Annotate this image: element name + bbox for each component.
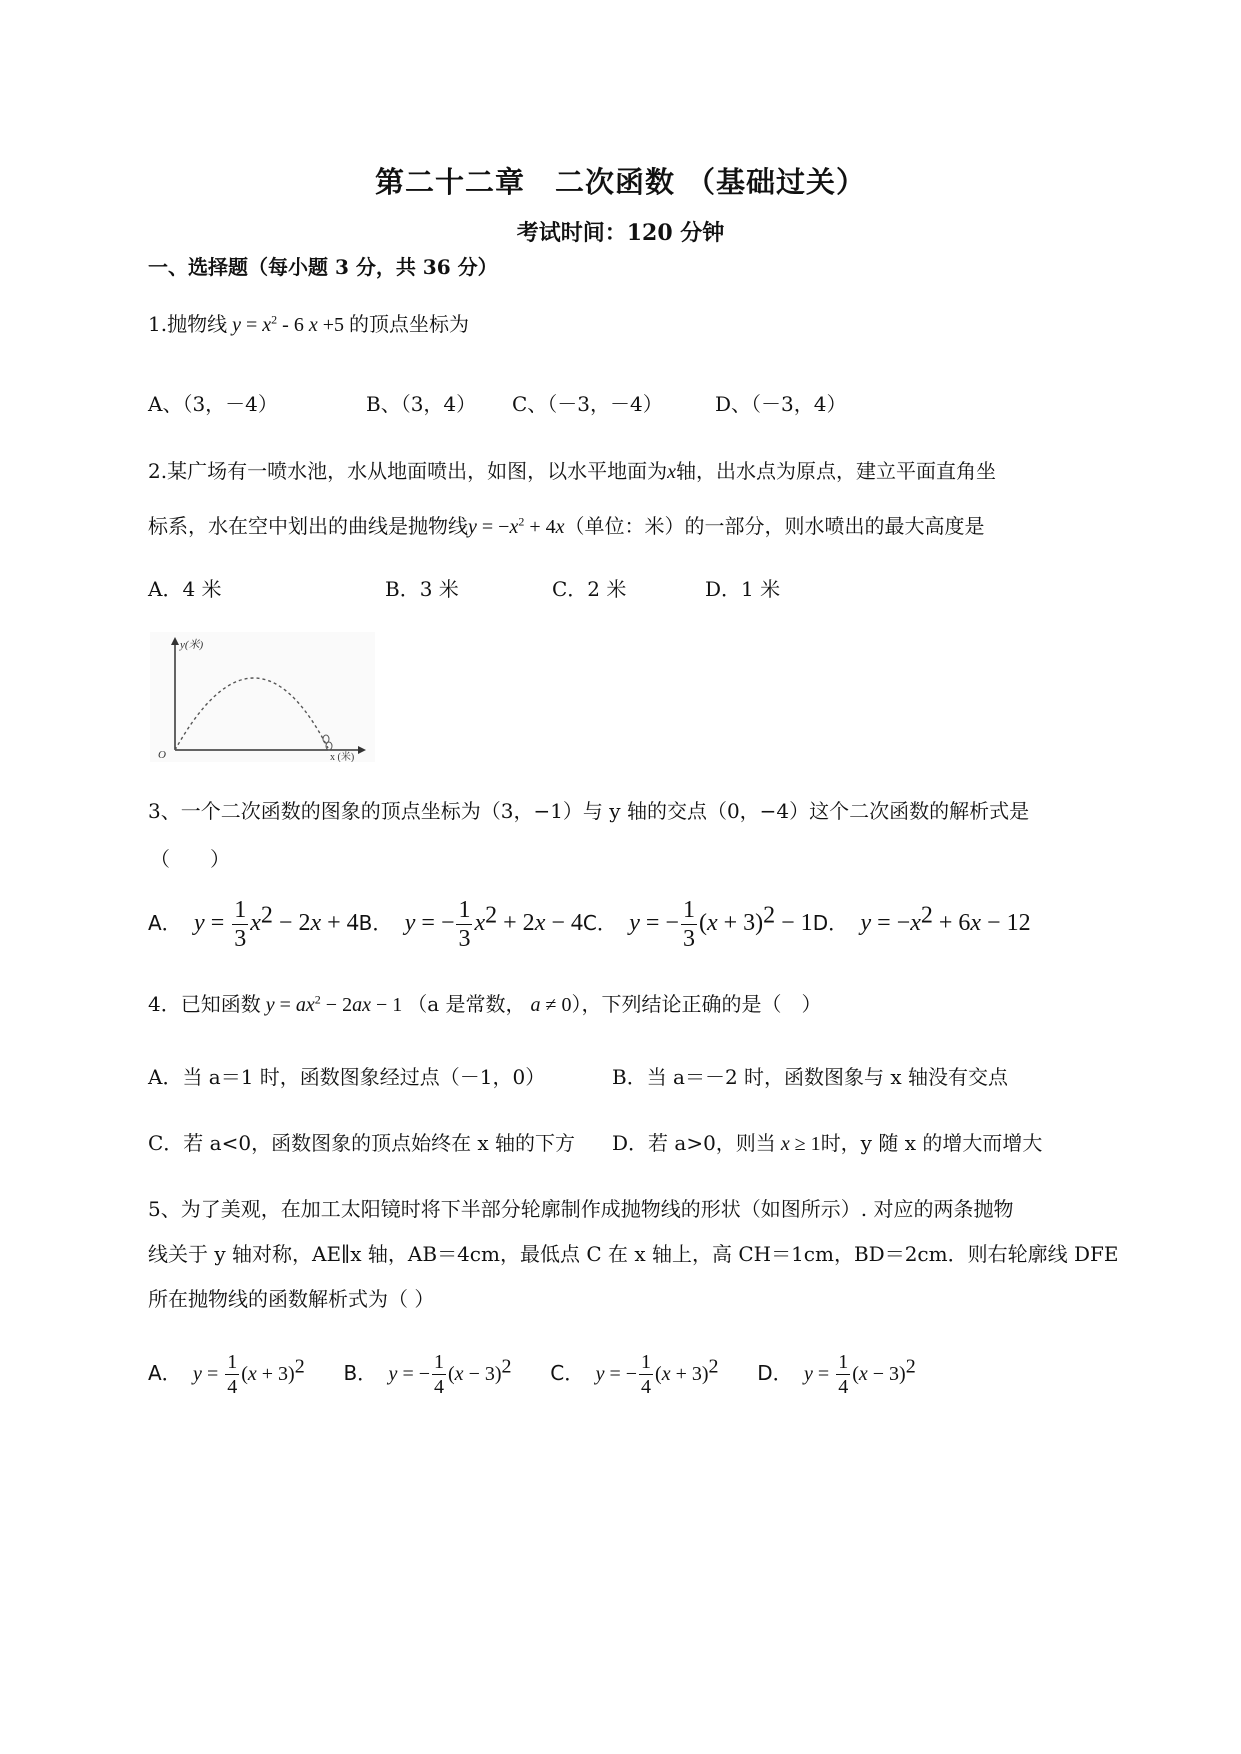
question-5-line-2: 线关于 y 轴对称，AE∥x 轴，AB＝4cm，最低点 C 在 x 轴上，高 CH＝1cm，BD＝2cm．则右轮廓线 DFE <box>148 1242 1119 1266</box>
y-axis-label: y(米) <box>180 639 204 651</box>
q2-option-a[interactable]: A．4 米 <box>148 577 222 601</box>
q5-option-b-formula: y <box>383 1363 398 1385</box>
q1-option-b[interactable]: B、（3，4） <box>366 392 477 416</box>
fountain-parabola-figure <box>150 632 375 762</box>
q3-option-c[interactable]: C． <box>582 911 617 935</box>
q2-option-c[interactable]: C．2 米 <box>552 577 627 601</box>
page-title: 第二十二章 二次函数 （基础过关） <box>374 165 867 199</box>
q3-option-b[interactable]: B． <box>358 911 393 935</box>
question-5-line-3: 所在抛物线的函数解析式为（ ） <box>148 1287 435 1311</box>
q5-option-d[interactable]: D． <box>757 1361 793 1385</box>
q3-option-a[interactable]: A． <box>148 911 182 935</box>
q2-option-d[interactable]: D．1 米 <box>705 577 781 601</box>
q1-option-a[interactable]: A、（3，－4） <box>148 392 278 416</box>
q3-option-b-formula: y <box>398 910 416 936</box>
q2-equation: y <box>468 516 477 538</box>
q5-option-c-formula: y <box>590 1363 605 1385</box>
q5-option-c[interactable]: C． <box>550 1361 585 1385</box>
q1-option-c[interactable]: C、（－3，－4） <box>512 392 663 416</box>
q3-option-a-formula: y <box>188 910 205 936</box>
x-axis-label: x (米) <box>330 752 355 762</box>
q4-option-d[interactable]: D．若 a>0，则当 x ≥ 1时，y 随 x 的增大而增大 <box>612 1131 1043 1155</box>
exam-time: 考试时间：120 分钟 <box>516 220 725 246</box>
origin-label: O <box>158 749 166 761</box>
q1-option-d[interactable]: D、（－3，4） <box>715 392 847 416</box>
question-2-line-1: 2.某广场有一喷水池，水从地面喷出，如图，以水平地面为x轴，出水点为原点，建立平面直角坐 <box>148 459 996 483</box>
q4-option-a[interactable]: A．当 a＝1 时，函数图象经过点（－1，0） <box>148 1065 546 1089</box>
question-2-line-2: 标系，水在空中划出的曲线是抛物线$y = -x^2 + 4x$（单位：米）的一部分，则水喷出的最大高度是 <box>148 514 985 538</box>
question-3-line-2: （ ） <box>150 847 230 871</box>
q5-options-row: A． y = $\frac{1}{4}$ $(x + 3)^2$ B． y = − $\frac{1}{4}$ $(x - 3)^2$ C． y = − $\frac{1}{4}$ $(x + 3)^2$ D． y = $\frac{1}{4}$ $(x - 3)^2$ <box>148 1351 916 1398</box>
q3-options-row: A． y = $\frac{1}{3}$ $x^2 - 2x + 4B$． y = − $\frac{1}{3}$ $x^2 + 2x - 4C$． y = − $\frac{1}{3}$ $(x + 3)^2 - 1D$． $y = -x^2 + 6x - 12$ <box>148 897 1031 952</box>
q5-option-a-formula: y <box>188 1363 202 1385</box>
q1-suffix: 的顶点坐标为 <box>349 312 469 336</box>
q1-equation: y <box>227 314 241 336</box>
q5-option-b[interactable]: B． <box>343 1361 378 1385</box>
q4-option-b[interactable]: B．当 a＝－2 时，函数图象与 x 轴没有交点 <box>612 1065 1009 1089</box>
q2-option-b[interactable]: B．3 米 <box>385 577 459 601</box>
question-5-line-1: 5、为了美观，在加工太阳镜时将下半部分轮廓制作成抛物线的形状（如图所示）. 对应的两条抛物 <box>148 1197 1014 1221</box>
section-heading: 一、选择题（每小题 3 分，共 36 分） <box>148 255 498 279</box>
question-1: 1.抛物线 $y = x^2 - 6$ x +5 的顶点坐标为 <box>148 312 469 336</box>
q5-option-d-formula: y <box>799 1363 813 1385</box>
question-4: 4．已知函数 $y = ax^2 - 2ax - 1$ （a 是常数， a ≠ 0），下列结论正确的是（ ） <box>148 992 822 1016</box>
q3-option-d-formula: y <box>854 910 872 936</box>
q1-prefix: 1.抛物线 <box>148 312 228 336</box>
q4-option-c[interactable]: C．若 a<0，函数图象的顶点始终在 x 轴的下方 <box>148 1131 576 1155</box>
q4-equation: y <box>260 994 275 1016</box>
q3-option-d[interactable]: D． <box>812 911 849 935</box>
q5-option-a[interactable]: A． <box>148 1361 182 1385</box>
q3-option-c-formula: y <box>623 910 640 936</box>
question-3-line-1: 3、一个二次函数的图象的顶点坐标为（3，−1）与 y 轴的交点（0，−4）这个二次函数的解析式是 <box>148 799 1030 823</box>
